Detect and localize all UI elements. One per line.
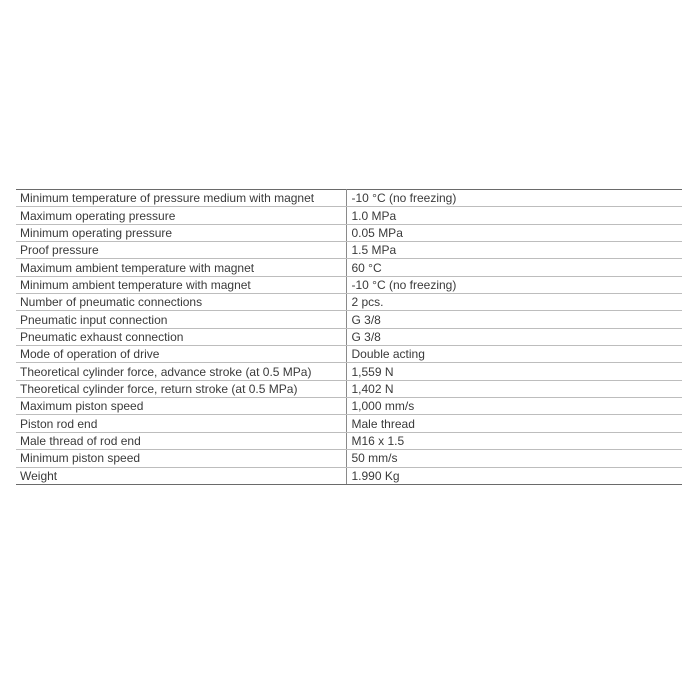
specifications-table	[16, 189, 682, 485]
spec-label: Maximum ambient temperature with magnet	[16, 259, 346, 276]
table-row	[16, 242, 682, 259]
spec-value: 1,559 N	[346, 363, 682, 380]
spec-label: Minimum temperature of pressure medium with magnet	[16, 190, 346, 207]
spec-label: Number of pneumatic connections	[16, 294, 346, 311]
spec-value: 50 mm/s	[346, 450, 682, 467]
table-row	[16, 450, 682, 467]
spec-label: Piston rod end	[16, 415, 346, 432]
table-row	[16, 398, 682, 415]
table-row	[16, 207, 682, 224]
spec-value: 0.05 MPa	[346, 224, 682, 241]
spec-value: 1.0 MPa	[346, 207, 682, 224]
table-row	[16, 467, 682, 484]
spec-value: Male thread	[346, 415, 682, 432]
spec-label: Minimum piston speed	[16, 450, 346, 467]
spec-value: 60 °C	[346, 259, 682, 276]
table-row	[16, 363, 682, 380]
spec-value: -10 °C (no freezing)	[346, 190, 682, 207]
table-row	[16, 259, 682, 276]
spec-label: Minimum ambient temperature with magnet	[16, 276, 346, 293]
spec-label: Maximum operating pressure	[16, 207, 346, 224]
spec-value: M16 x 1.5	[346, 432, 682, 449]
spec-label: Minimum operating pressure	[16, 224, 346, 241]
spec-label: Pneumatic input connection	[16, 311, 346, 328]
spec-value: -10 °C (no freezing)	[346, 276, 682, 293]
spec-label: Male thread of rod end	[16, 432, 346, 449]
table-row	[16, 190, 682, 207]
spec-label: Maximum piston speed	[16, 398, 346, 415]
spec-label: Theoretical cylinder force, return stroke (at 0.5 MPa)	[16, 380, 346, 397]
specifications-table-body	[16, 190, 682, 485]
table-row	[16, 415, 682, 432]
table-row	[16, 380, 682, 397]
table-row	[16, 311, 682, 328]
spec-value: Double acting	[346, 346, 682, 363]
spec-label: Pneumatic exhaust connection	[16, 328, 346, 345]
table-row	[16, 294, 682, 311]
spec-value: 1.990 Kg	[346, 467, 682, 484]
spec-value: 1,000 mm/s	[346, 398, 682, 415]
spec-value: G 3/8	[346, 328, 682, 345]
table-row	[16, 432, 682, 449]
spec-value: 2 pcs.	[346, 294, 682, 311]
table-row	[16, 328, 682, 345]
spec-value: 1,402 N	[346, 380, 682, 397]
spec-label: Proof pressure	[16, 242, 346, 259]
spec-value: G 3/8	[346, 311, 682, 328]
table-row	[16, 224, 682, 241]
spec-label: Mode of operation of drive	[16, 346, 346, 363]
spec-label: Weight	[16, 467, 346, 484]
table-row	[16, 276, 682, 293]
spec-value: 1.5 MPa	[346, 242, 682, 259]
spec-label: Theoretical cylinder force, advance stroke (at 0.5 MPa)	[16, 363, 346, 380]
table-row	[16, 346, 682, 363]
